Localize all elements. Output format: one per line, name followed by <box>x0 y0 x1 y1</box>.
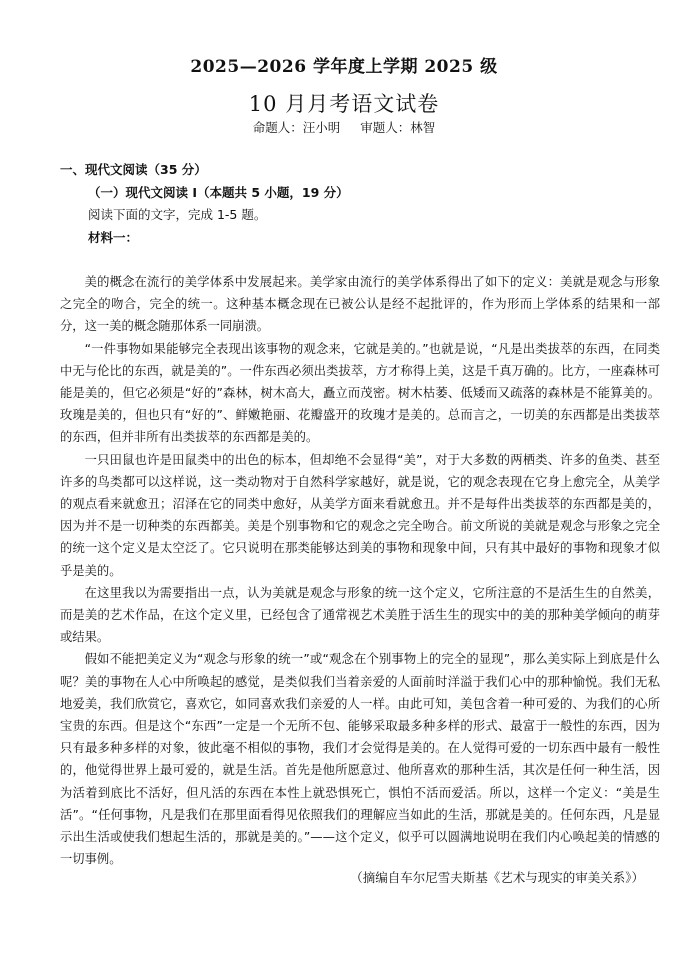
section-heading: 一、现代文阅读（35 分） <box>60 162 207 177</box>
paragraph: 美的概念在流行的美学体系中发展起来。美学家由流行的美学体系得出了如下的定义：美就是观念与形象之完全的吻合，完全的统一。这种基本概念现在已被公认是经不起批评的，作为形而上学体系的结果和一部分，这一美的概念随那体系一同崩溃。 <box>60 275 660 334</box>
paragraph: 一只田鼠也许是田鼠类中的出色的标本，但却绝不会显得“美”，对于大多数的两栖类、许多的鱼类、甚至许多的鸟类都可以这样说，这一类动物对于自然科学家越好，就是说，它的观念表现在它身上愈完全，从美学的观点看来就愈丑；沼泽在它的同类中愈好，从美学方面来看就愈丑。并不是每件出类拔萃的东西都是美的，因为并不是一切种类的东西都美。美是个别事物和它的观念之完全吻合。前文所说的美就是观念与形象之完全的统一这个定义是太空泛了。它只说明在那类能够达到美的事物和现象中间，只有其中最好的事物和现象才似乎是美的。 <box>60 452 660 578</box>
paragraph: “一件事物如果能够完全表现出该事物的观念来，它就是美的。”也就是说，“凡是出类拔萃的东西，在同类中无与伦比的东西，就是美的”。一件东西必须出类拔萃，方才称得上美，这是千真万确的。比方，一座森林可能是美的，但它必须是“好的”森林，树木高大，矗立而茂密。树木枯萎、低矮而又疏落的森林是不能算美的。玫瑰是美的，但也只有“好的”、鲜嫩艳丽、花瓣盛开的玫瑰才是美的。总而言之，一切美的东西都是出类拔萃的东西，但并非所有出类拔萃的东西都是美的。 <box>60 341 660 445</box>
source-citation: （摘编自车尔尼雪夫斯基《艺术与现实的审美关系》） <box>350 870 644 885</box>
exam-authors <box>0 118 688 136</box>
material-label: 材料一： <box>88 230 139 245</box>
exam-title-line2: 10 月月考语文试卷 <box>248 92 440 116</box>
reading-passage <box>60 271 660 870</box>
subsection-heading: （一）现代文阅读 I（本题共 5 小题，19 分） <box>88 185 349 200</box>
paragraph: 在这里我以为需要指出一点，认为美就是观念与形象的统一这个定义，它所注意的不是活生生的自然美，而是美的艺术作品，在这个定义里，已经包含了通常视艺术美胜于活生生的现实中的美的那种美学倾向的萌芽或结果。 <box>60 585 660 645</box>
setter-name: 命题人：汪小明 <box>252 120 341 135</box>
exam-title-line1: 2025—2026 学年度上学期 2025 级 <box>190 57 498 77</box>
instruction-text: 阅读下面的文字，完成 1-5 题。 <box>88 207 267 222</box>
paragraph: 假如不能把美定义为“观念与形象的统一”或“观念在个别事物上的完全的显现”，那么美实际上到底是什么呢？美的事物在人心中所唤起的感觉，是类似我们当着亲爱的人面前时洋溢于我们心中的那种愉悦。我们无私地爱美，我们欣赏它，喜欢它，如同喜欢我们亲爱的人一样。由此可知，美包含着一种可爱的、为我们的心所宝贵的东西。但是这个“东西”一定是一个无所不包、能够采取最多种多样的形式、最富于一般性的东西，因为只有最多种多样的对象，彼此毫不相似的事物，我们才会觉得是美的。在人觉得可爱的一切东西中最有一般性的，他觉得世界上最可爱的，就是生活。首先是他所愿意过、他所喜欢的那种生活，其次是任何一种生活，因为活着到底比不活好，但凡活的东西在本性上就恐惧死亡，惧怕不活而爱活。所以，这样一个定义：“美是生活”。“任何事物，凡是我们在那里面看得见依照我们的理解应当如此的生活，那就是美的。任何东西，凡是显示出生活或使我们想起生活的，那就是美的。”——这个定义，似乎可以圆满地说明在我们内心唤起美的情感的一切事例。 <box>60 652 660 867</box>
reviewer-name: 审题人：林智 <box>360 120 436 135</box>
